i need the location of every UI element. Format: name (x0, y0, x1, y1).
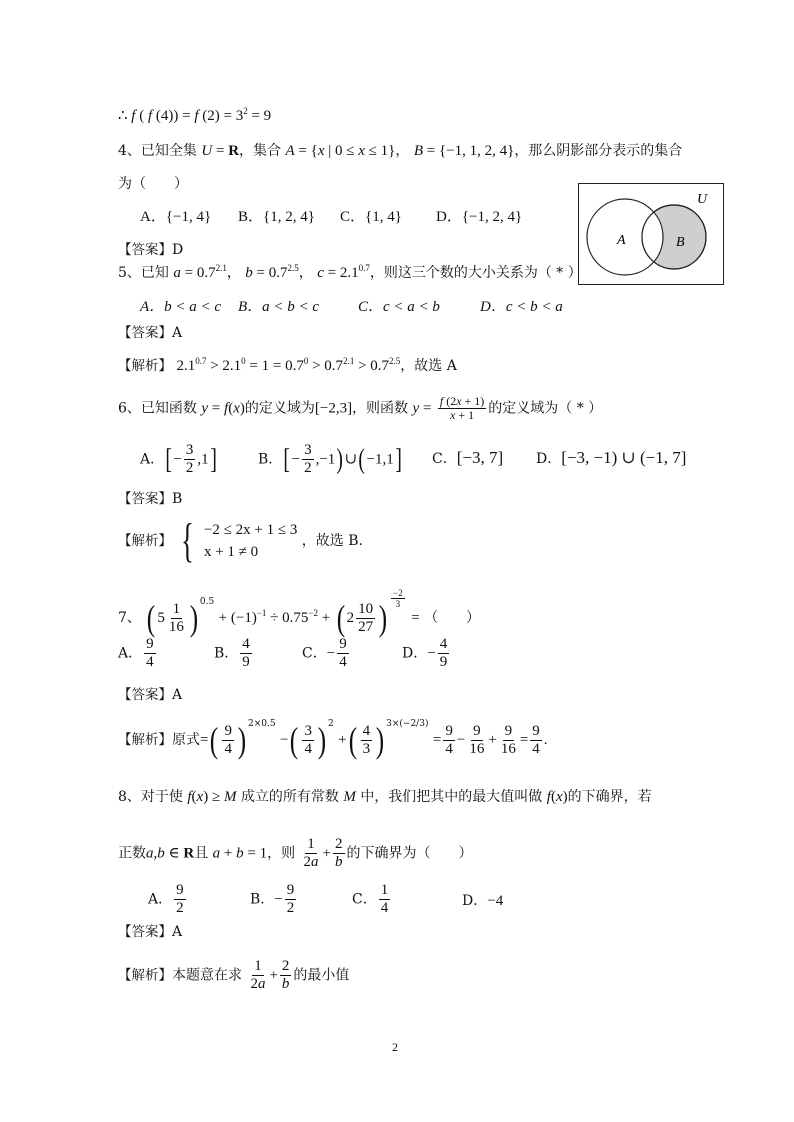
q6-stem: 6、已知函数 y = f(x)的定义域为[−2,3]，则函数 y = $\frac{f (2x + 1)}{x + 1}$ 的定义域为（ * ） (118, 394, 603, 422)
q7-option-c: C．− $\frac{9}{4}$ (302, 636, 347, 670)
q7-answer: 【答案】A (118, 687, 183, 703)
q7-analysis: 【解析】原式=( $\frac{9}{4}$ ) $^{2\times 0.5}$ −( $\frac{3}{4}$ ) $^2$ +( $\frac{4}{3}$ ) $^{3\times(-2/3)}$ = $\frac{9}{4}$ − $\frac{9}{16}$ + $\frac{9}{16}$ = $\frac{9}{4}$ . (118, 719, 548, 760)
therefore-symbol: ∴ (118, 108, 132, 124)
q6-inequality-system: −2 ≤ 2x + 1 ≤ 3 x + 1 ≠ 0 (203, 522, 298, 560)
venn-label-a: A (617, 233, 626, 248)
q3-conclusion-line: ∴ f ( f (4)) = f $(2) = 3^2 = 9$ (118, 106, 272, 124)
q5-option-c: C．c < a < b (358, 299, 440, 315)
venn-diagram (578, 183, 724, 285)
q4-answer: 【答案】D (118, 242, 184, 258)
q5-answer: 【答案】A (118, 325, 183, 341)
q5-option-a: A．b < a < c (140, 299, 222, 315)
q8-option-d: D．−4 (462, 893, 504, 909)
q8-analysis: 【解析】本题意在求 $\frac{1}{2a}$ + $\frac{2}{b}$ 的最小值 (118, 958, 350, 992)
q8-answer: 【答案】A (118, 924, 183, 940)
venn-label-u: U (697, 192, 708, 207)
q4-option-b: B．{1, 2, 4} (238, 209, 315, 225)
q6-option-d: D．[−3, −1) ∪ (−1, 7] (536, 448, 687, 467)
q8-option-a: A． $\frac{9}{2}$ (148, 882, 184, 916)
q4-option-c: C．{1, 4} (340, 209, 402, 225)
q4-option-d: D．{−1, 2, 4} (436, 209, 523, 225)
q7-option-a: A． $\frac{9}{4}$ (118, 636, 154, 670)
q6-option-b: B．[− $\frac{3}{2}$ ,−1)∪(−1,1] (258, 442, 402, 476)
q4-option-a: A．{−1, 4} (140, 209, 212, 225)
q5-option-b: B．a < b < c (238, 299, 320, 315)
q6-option-a: A．[− $\frac{3}{2}$ ,1] (140, 442, 217, 476)
q7-stem: 7、 ( 5 $\frac{1}{16}$ ) $^{0.5} + (-1)^{-1} \div 0.75^{-2}$ + ( 2 $\frac{10}{27}$ ) $\frac{-2}{3}$ = （ ） (118, 588, 481, 638)
venn-label-b: B (676, 235, 685, 250)
q7-option-d: D．− $\frac{4}{9}$ (402, 636, 448, 670)
q4-stem-line-1: 4、已知全集 U = R，集合 A = {x | 0 ≤ x ≤ 1}， B = {−1, 1, 2, 4}，那么阴影部分表示的集合 (118, 143, 683, 159)
q6-answer: 【答案】B (118, 491, 183, 507)
q5-stem: 5、已知 $a = 0.7^{2.1}$， $b = 0.7^{2.5}$， $c = 2.1^{0.7}$，则这三个数的大小关系为（ * ） (118, 263, 582, 281)
page-number: 2 (392, 1040, 398, 1054)
q8-stem-line-2: 正数a,b ∈ R且 a + b = 1，则 $\frac{1}{2a}$ + $\frac{2}{b}$ 的下确界为（ ） (118, 836, 473, 870)
q5-option-d: D．c < b < a (480, 299, 563, 315)
q6-option-c: C．[−3, 7] (432, 448, 504, 467)
q4-stem-line-2: 为（ ） (118, 176, 188, 192)
venn-svg (579, 184, 723, 284)
q7-option-b: B． $\frac{4}{9}$ (214, 636, 250, 670)
q5-analysis: 【解析】 $2.1^{0.7} > 2.1^0 = 1 = 0.7^0 > 0.7^{2.1} > 0.7^{2.5}$，故选 A (118, 356, 457, 374)
q6-analysis: 【解析】 { −2 ≤ 2x + 1 ≤ 3 x + 1 ≠ 0 ，故选 B. (118, 514, 363, 567)
q8-option-c: C． $\frac{1}{4}$ (352, 882, 389, 916)
q8-option-b: B．− $\frac{9}{2}$ (250, 882, 295, 916)
q8-stem-line-1: 8、对于使 f(x) ≥ M 成立的所有常数 M 中，我们把其中的最大值叫做 f(x)的下确界，若 (118, 789, 652, 805)
